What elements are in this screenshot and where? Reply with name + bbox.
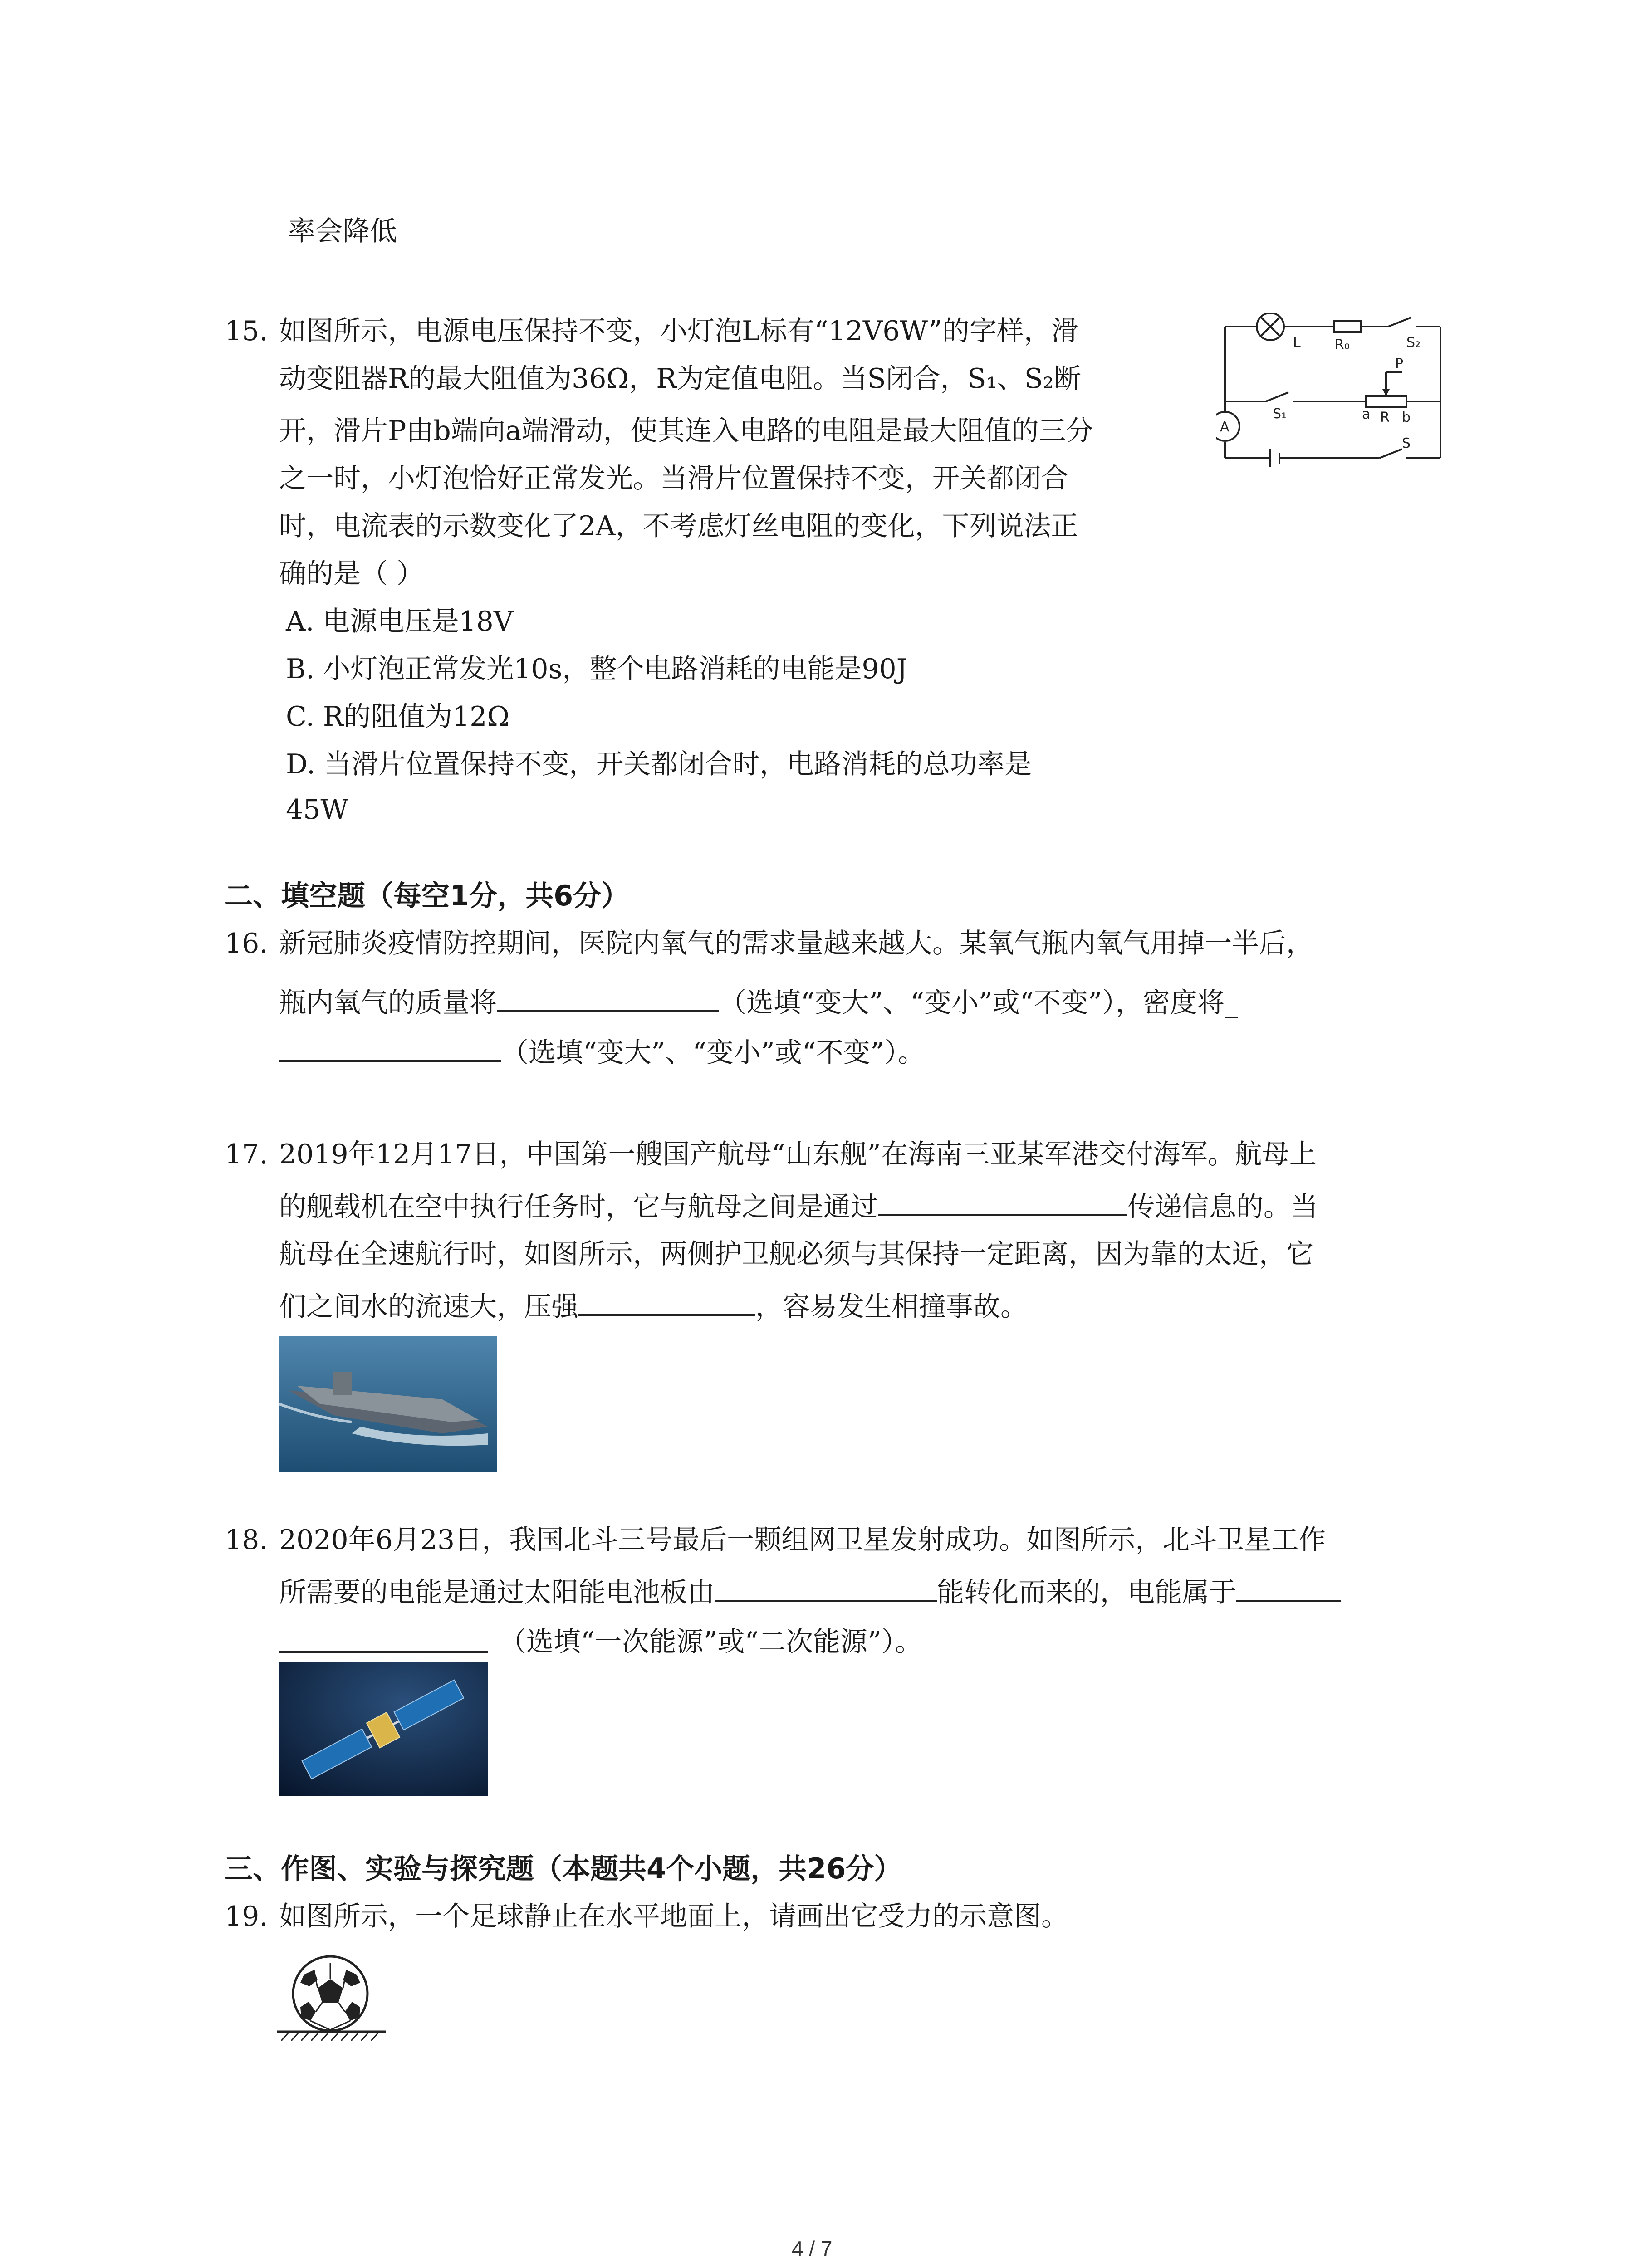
question-stem-line: 时，电流表的示数变化了2A，不考虑灯丝电阻的变化，下列说法正: [279, 510, 1078, 542]
question-number: 18.: [225, 1524, 268, 1556]
text-segment: （选填“变大”、“变小”或“不变”），密度将_: [719, 987, 1239, 1019]
question-stem-line: 如图所示，一个足球静止在水平地面上，请画出它受力的示意图。: [279, 1901, 1068, 1932]
option-c: C. R的阻值为12Ω: [286, 701, 510, 733]
label-p: P: [1395, 356, 1404, 372]
label-s1: S₁: [1273, 406, 1287, 422]
label-a: a: [1362, 406, 1371, 422]
option-b: B. 小灯泡正常发光10s，整个电路消耗的电能是90J: [286, 653, 907, 685]
question-stem-line: （选填“一次能源”或“二次能源”）。: [499, 1626, 922, 1658]
question-stem-line: 之一时，小灯泡恰好正常发光。当滑片位置保持不变，开关都闭合: [279, 463, 1068, 494]
label-b: b: [1402, 410, 1411, 425]
text-segment: 所需要的电能是通过太阳能电池板由: [279, 1577, 715, 1608]
label-r: R: [1380, 410, 1390, 425]
question-number: 17.: [225, 1139, 268, 1170]
section-title: 三、作图、实验与探究题（本题共4个小题，共26分）: [225, 1852, 902, 1885]
question-number: 15.: [225, 315, 268, 347]
question-stem-line: [279, 1286, 1028, 1325]
text-segment: 能转化而来的，电能属于: [937, 1577, 1236, 1608]
option-d: D. 当滑片位置保持不变，开关都闭合时，电路消耗的总功率是: [286, 748, 1032, 780]
text-segment: 们之间水的流速大，压强: [279, 1291, 578, 1323]
question-stem-line: [279, 982, 1238, 1021]
text-segment: ，容易发生相撞事故。: [755, 1291, 1028, 1323]
answer-blank[interactable]: [715, 1572, 937, 1602]
question-number: 19.: [225, 1901, 268, 1932]
question-number: 16.: [225, 928, 268, 959]
text-segment: 的舰载机在空中执行任务时，它与航母之间是通过: [279, 1191, 878, 1223]
question-stem-line: [279, 1032, 925, 1071]
answer-blank[interactable]: [279, 1651, 488, 1653]
question-stem-line: [279, 1572, 1341, 1611]
answer-blank[interactable]: [1236, 1572, 1341, 1602]
circuit-diagram: [1216, 313, 1452, 467]
question-stem-line: [279, 1186, 1318, 1225]
answer-blank[interactable]: [578, 1286, 755, 1316]
answer-blank[interactable]: [279, 1032, 501, 1062]
satellite-photo: [279, 1662, 488, 1796]
soccer-ball-figure: [277, 1953, 386, 2043]
label-ammeter: A: [1220, 419, 1230, 435]
question-stem-line: 动变阻器R的最大阻值为36Ω，R为定值电阻。当S闭合，S₁、S₂断: [279, 363, 1081, 395]
label-r0: R₀: [1335, 337, 1350, 353]
option-d-continued: 45W: [286, 794, 349, 826]
label-s2: S₂: [1406, 335, 1421, 351]
question-stem-line: 2019年12月17日，中国第一艘国产航母“山东舰”在海南三亚某军港交付海军。航母上: [279, 1139, 1317, 1170]
answer-blank[interactable]: [878, 1186, 1127, 1216]
label-lamp: L: [1293, 335, 1301, 351]
option-a: A. 电源电压是18V: [286, 606, 514, 637]
question-stem-line: 开，滑片P由b端向a端滑动，使其连入电路的电阻是最大阻值的三分: [279, 415, 1093, 447]
page-number: 4 / 7: [792, 2237, 833, 2260]
text-segment: 传递信息的。当: [1127, 1191, 1318, 1223]
question-stem-line: 确的是（ ）: [279, 558, 424, 590]
answer-blank[interactable]: [497, 982, 719, 1012]
continuation-text: 率会降低: [288, 215, 397, 247]
text-segment: 瓶内氧气的质量将: [279, 987, 497, 1019]
text-segment: （选填“变大”、“变小”或“不变”）。: [501, 1037, 926, 1069]
question-stem-line: 如图所示，电源电压保持不变，小灯泡L标有“12V6W”的字样，滑: [279, 315, 1078, 347]
question-stem-line: 航母在全速航行时，如图所示，两侧护卫舰必须与其保持一定距离，因为靠的太近，它: [279, 1238, 1313, 1270]
label-s: S: [1402, 435, 1411, 451]
section-title: 二、填空题（每空1分，共6分）: [225, 879, 630, 912]
aircraft-carrier-photo: [279, 1336, 497, 1472]
question-stem-line: 新冠肺炎疫情防控期间，医院内氧气的需求量越来越大。某氧气瓶内氧气用掉一半后，: [279, 928, 1313, 959]
question-stem-line: 2020年6月23日，我国北斗三号最后一颗组网卫星发射成功。如图所示，北斗卫星工作: [279, 1524, 1326, 1556]
